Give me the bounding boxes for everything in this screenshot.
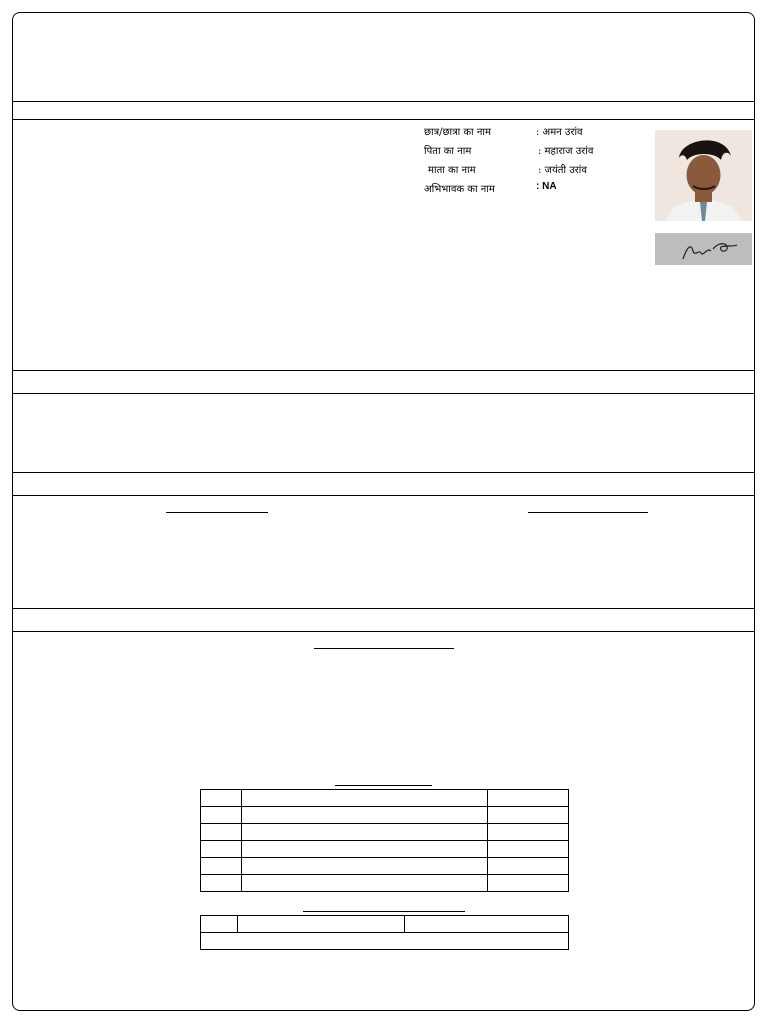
guardian-name-value: : NA — [536, 181, 557, 192]
signature-image — [655, 233, 752, 265]
student-photo — [655, 130, 752, 221]
section-divider-3a — [12, 608, 755, 609]
header-divider-top — [12, 101, 755, 102]
underline-table-one-heading — [335, 785, 432, 786]
father-name-label: पिता का नाम — [424, 146, 472, 157]
section-divider-1b — [12, 393, 755, 394]
header-divider-bottom — [12, 119, 755, 120]
underline-table-two-heading — [303, 911, 465, 912]
section-divider-1a — [12, 370, 755, 371]
table-one — [200, 789, 569, 892]
mother-name-label: माता का नाम — [428, 165, 476, 176]
underline-right — [528, 512, 648, 513]
student-name-value: : अमन उरांव — [536, 127, 583, 138]
section-divider-3b — [12, 631, 755, 632]
section-divider-2a — [12, 472, 755, 473]
underline-left — [166, 512, 268, 513]
guardian-name-label: अभिभावक का नाम — [424, 184, 495, 195]
student-photo-icon — [655, 130, 752, 221]
underline-center — [314, 648, 454, 649]
section-divider-2b — [12, 495, 755, 496]
mother-name-value: : जयंती उरांव — [538, 165, 587, 176]
student-name-label: छात्र/छात्रा का नाम — [424, 127, 491, 138]
signature-icon — [655, 233, 752, 265]
father-name-value: : महाराज उरांव — [538, 146, 594, 157]
table-two — [200, 915, 569, 950]
